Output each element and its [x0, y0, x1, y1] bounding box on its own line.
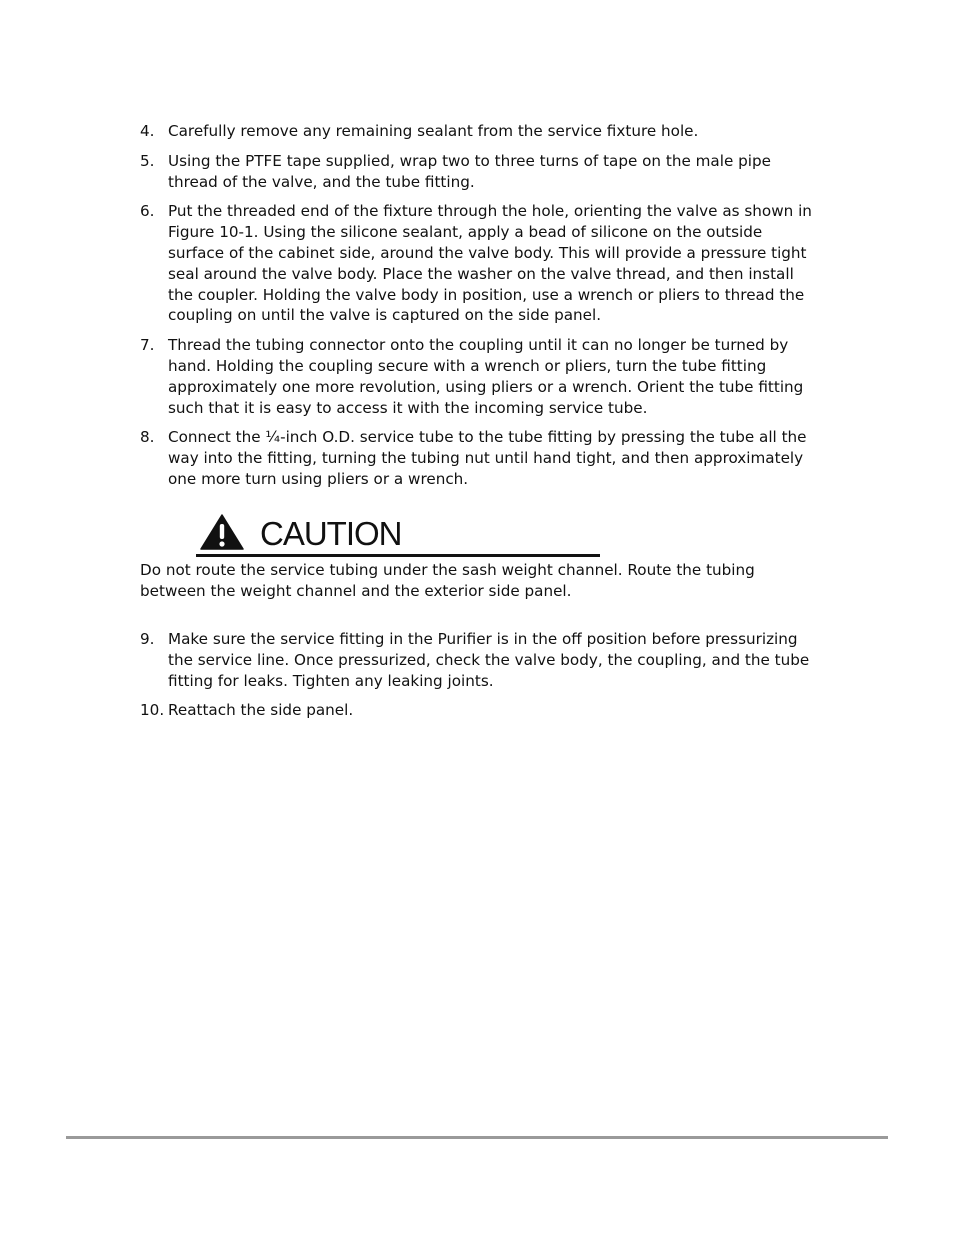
- step-10: [140, 700, 820, 721]
- step-text: Connect the ¼-inch O.D. service tube to the tube fitting by pressing the tube all the way into the fitting, turning the tubing nut until hand tight, and then approximately one more turn using pliers or a wrench.: [168, 428, 807, 488]
- footer-divider: [66, 1136, 888, 1139]
- step-8: [140, 427, 820, 489]
- step-7: [140, 335, 820, 418]
- step-number: 4.: [140, 122, 155, 140]
- warning-triangle-icon: [200, 514, 244, 550]
- procedure-steps-part-1: [140, 121, 820, 499]
- step-number: 6.: [140, 202, 155, 221]
- caution-underline: [196, 554, 600, 557]
- step-number: 7.: [140, 336, 155, 355]
- caution-message: Do not route the service tubing under the sash weight channel. Route the tubing between the weight channel and the exterior side panel.: [140, 561, 755, 600]
- step-text: Reattach the side panel.: [168, 701, 354, 720]
- step-number: 10.: [140, 701, 165, 720]
- step-text: Put the threaded end of the fixture through the hole, orienting the valve as shown in Figure 10-1. Using the silicone sealant, apply a bead of silicone on the outside surface of the cabinet side, around the valve body. This will provide a pressure tight seal around the valve body. Place the washer on the valve thread, and then install the coupler. Holding the valve body in position, use a wrench or pliers to thread the coupling on until the valve is captured on the side panel.: [168, 202, 812, 325]
- step-text: Make sure the service fitting in the Purifier is in the off position before pressurizing the service line. Once pressurized, check the valve body, the coupling, and the tube fitting for leaks. Tighten any leaking joints.: [168, 630, 810, 690]
- step-9: [140, 629, 820, 691]
- step-5: [140, 151, 820, 193]
- caution-label: CAUTION: [260, 515, 402, 552]
- step-text: Thread the tubing connector onto the coupling until it can no longer be turned by hand. Holding the coupling secure with a wrench or pliers, turn the tube fitting approximately one more revolution, using pliers or a wrench. Orient the tube fitting such that it is easy to access it with the incoming service tube.: [168, 336, 804, 417]
- step-number: 5.: [140, 151, 155, 170]
- caution-header: [196, 512, 600, 558]
- step-text: Using the PTFE tape supplied, wrap two to three turns of tape on the male pipe thread of the valve, and the tube fitting.: [168, 151, 771, 191]
- step-6: [140, 201, 820, 326]
- step-number: 9.: [140, 630, 155, 648]
- step-text: Carefully remove any remaining sealant from the service fixture hole.: [168, 122, 699, 140]
- step-4: [140, 121, 820, 142]
- step-number: 8.: [140, 428, 155, 447]
- procedure-steps-part-2: [140, 629, 820, 730]
